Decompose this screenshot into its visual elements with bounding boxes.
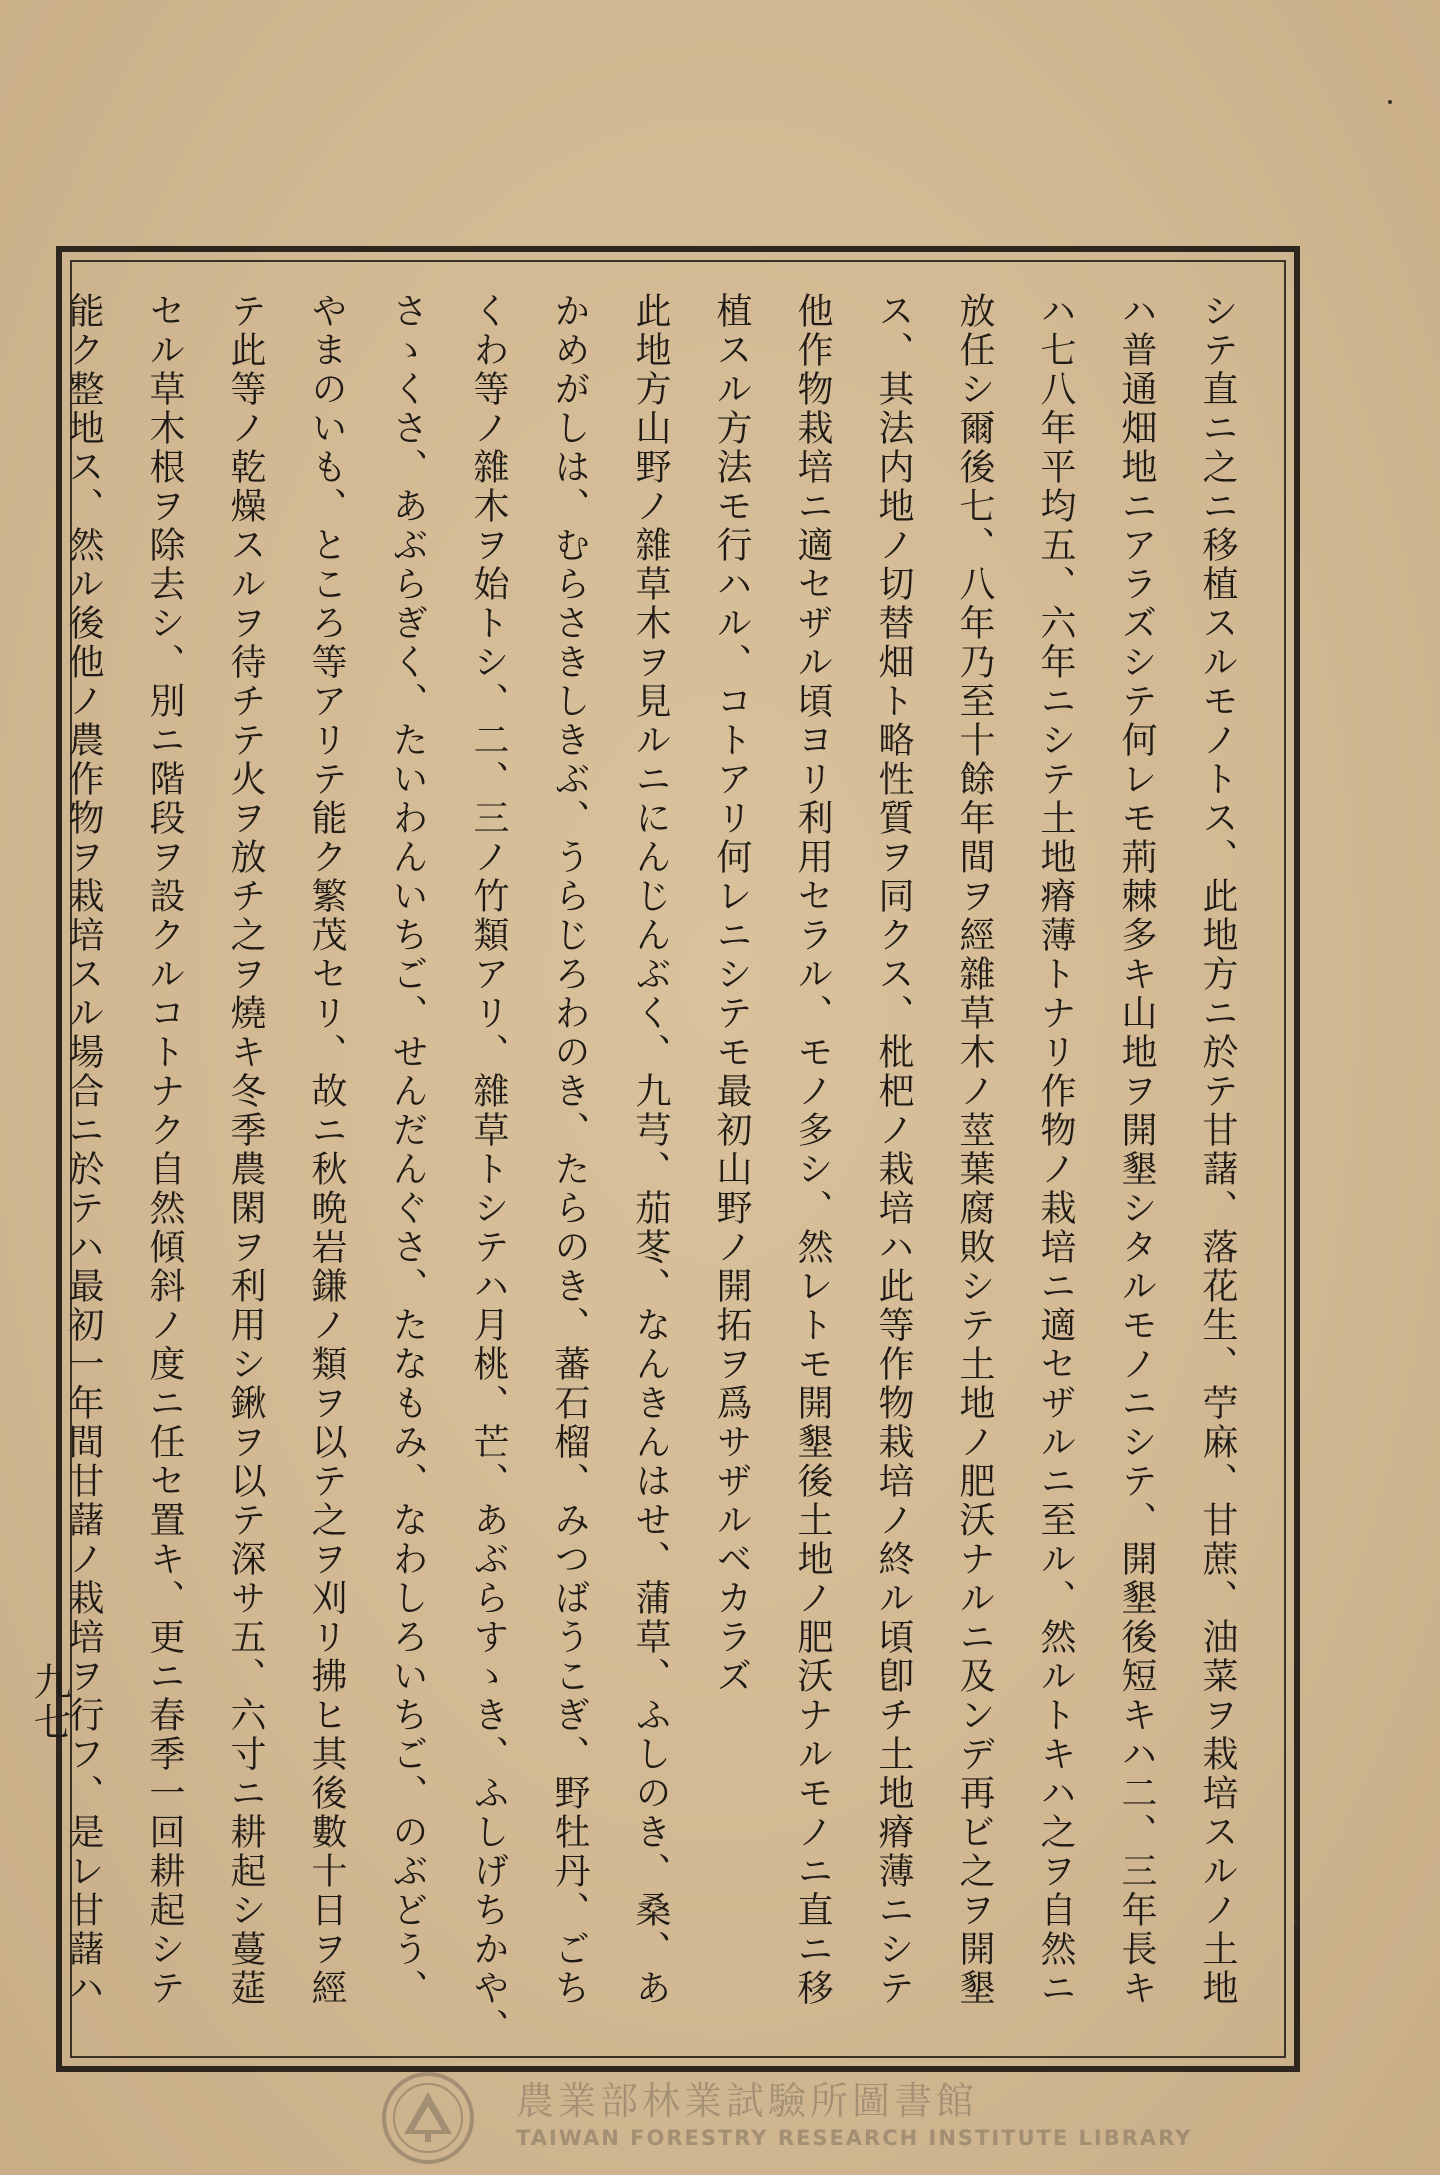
body-text [63, 292, 1258, 2047]
text-line: 能ク整地ス、然ル後他ノ農作物ヲ栽培スル場合ニ於テハ最初一年間甘藷ノ栽培ヲ行フ、是レ甘藷ハ [63, 292, 104, 2008]
stamp-library-name: 農業部林業試驗所圖書館 [516, 2079, 979, 2123]
text-line: 放任シ爾後七、八年乃至十餘年間ヲ經雜草木ノ莖葉腐敗シテ土地ノ肥沃ナルニ及ンデ再ビ之ヲ開墾 [954, 292, 995, 2008]
text-line: くわ等ノ雜木ヲ始トシ、二、三ノ竹類アリ、雜草トシテハ月桃、芒、あぶらすゝき、ふしげちかや、 [468, 292, 509, 2047]
text-line: セル草木根ヲ除去シ、別ニ階段ヲ設クルコトナク自然傾斜ノ度ニ任セ置キ、更ニ春季一回耕起シテ [144, 292, 185, 2008]
text-line: テ此等ノ乾燥スルヲ待チテ火ヲ放チ之ヲ燒キ冬季農閑ヲ利用シ鍬ヲ以テ深サ五、六寸ニ耕起シ蔓莚 [225, 292, 266, 2008]
paper-speck [1294, 1920, 1297, 1923]
page-number: 九七 [27, 1662, 71, 1742]
text-line: 此地方山野ノ雜草木ヲ見ルニにんじんぶく、九芎、茄苳、なんきんはせ、蒲草、ふしのき、桑、あ [630, 292, 671, 2008]
text-line: シテ直ニ之ニ移植スルモノトス、此地方ニ於テ甘藷、落花生、苧麻、甘蔗、油菜ヲ栽培スルノ土地 [1197, 292, 1238, 2008]
text-line: 植スル方法モ行ハル、コトアリ何レニシテモ最初山野ノ開拓ヲ爲サザルベカラズ [711, 292, 752, 1696]
text-line: 他作物栽培ニ適セザル頃ヨリ利用セラル、モノ多シ、然レトモ開墾後土地ノ肥沃ナルモノニ直ニ移 [792, 292, 833, 2008]
text-line: ハ普通畑地ニアラズシテ何レモ荊棘多キ山地ヲ開墾シタルモノニシテ、開墾後短キハ二、三年長キ [1116, 292, 1157, 2008]
text-line: ス、其法内地ノ切替畑ト略性質ヲ同クス、枇杷ノ栽培ハ此等作物栽培ノ終ル頃卽チ土地瘠薄ニシテ [873, 292, 914, 2008]
paper-speck [1388, 100, 1392, 104]
text-line: さゝくさ、あぶらぎく、たいわんいちご、せんだんぐさ、たなもみ、なわしろいちご、のぶどう、 [387, 292, 428, 2008]
text-line: やまのいも、ところ等アリテ能ク繁茂セリ、故ニ秋晩岩鎌ノ類ヲ以テ之ヲ刈リ拂ヒ其後數十日ヲ經 [306, 292, 347, 2008]
text-line: ハ七八年平均五、六年ニシテ土地瘠薄トナリ作物ノ栽培ニ適セザルニ至ル、然ルトキハ之ヲ自然ニ [1035, 292, 1076, 2008]
text-line: かめがしは、むらさきしきぶ、うらじろわのき、たらのき、蕃石榴、みつばうこぎ、野牡丹、ごち [549, 292, 590, 2008]
stamp-library-subtitle: TAIWAN FORESTRY RESEARCH INSTITUTE LIBRARY [516, 2126, 1193, 2150]
library-seal-icon [376, 2068, 480, 2168]
library-stamp [376, 2068, 1193, 2168]
